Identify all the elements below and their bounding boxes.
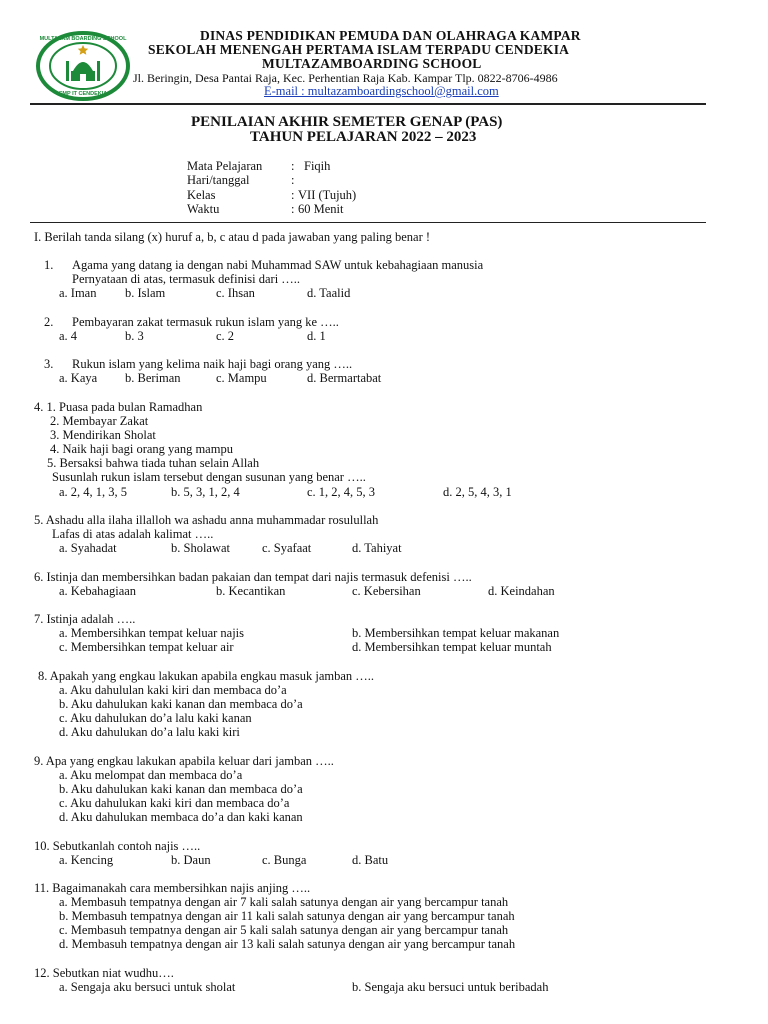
- section-instruction: I. Berilah tanda silang (x) huruf a, b, c atau d pada jawaban yang paling benar !: [34, 230, 431, 244]
- svg-text:SMP IT CENDEKIA: SMP IT CENDEKIA: [58, 91, 108, 97]
- option-a: a. Kencing: [59, 853, 114, 867]
- info-value: 60 Menit: [298, 202, 344, 216]
- option-c: c. 1, 2, 4, 5, 3: [307, 485, 376, 499]
- question-text: Susunlah rukun islam tersebut dengan susunan yang benar …..: [52, 470, 366, 484]
- school-email-link[interactable]: E-mail : multazamboardingschool@gmail.com: [264, 84, 499, 98]
- info-sep: :: [291, 159, 295, 173]
- question-text: 4. Naik haji bagi orang yang mampu: [50, 442, 233, 456]
- option-b: b. Beriman: [125, 371, 181, 385]
- info-label: Waktu: [187, 202, 220, 216]
- question-text: Agama yang datang ia dengan nabi Muhammad SAW untuk kebahagiaan manusia: [72, 258, 484, 272]
- option-c: c. Bunga: [262, 853, 307, 867]
- question-text: 7. Istinja adalah …..: [34, 612, 136, 626]
- question-text: 5. Ashadu alla ilaha illalloh wa ashadu anna muhammadar rosulullah: [34, 513, 379, 527]
- option-b: b. Sengaja aku bersuci untuk beribadah: [352, 980, 549, 994]
- question-text: Pembayaran zakat termasuk rukun islam yang ke …..: [72, 315, 339, 329]
- info-label: Mata Pelajaran: [187, 159, 263, 173]
- option-a: a. Syahadat: [59, 541, 117, 555]
- option-b: b. Membersihkan tempat keluar makanan: [352, 626, 560, 640]
- option-a: a. Aku dahululan kaki kiri dan membaca do’a: [59, 683, 287, 697]
- info-sep: :: [291, 188, 295, 202]
- option-b: b. 3: [125, 329, 144, 343]
- school-logo: [36, 31, 130, 101]
- option-c: c. Syafaat: [262, 541, 312, 555]
- option-b: b. Daun: [171, 853, 211, 867]
- question-text: 9. Apa yang engkau lakukan apabila keluar dari jamban …..: [34, 754, 334, 768]
- question-text: Lafas di atas adalah kalimat …..: [52, 527, 214, 541]
- option-a: a. Aku melompat dan membaca do’a: [59, 768, 243, 782]
- question-text: Rukun islam yang kelima naik haji bagi orang yang …..: [72, 357, 353, 371]
- option-c: c. Membersihkan tempat keluar air: [59, 640, 234, 654]
- info-sep: :: [291, 202, 295, 216]
- info-divider: [30, 222, 706, 223]
- option-a: a. Membersihkan tempat keluar najis: [59, 626, 245, 640]
- option-d: d. Taalid: [307, 286, 351, 300]
- school-address: Jl. Beringin, Desa Pantai Raja, Kec. Perhentian Raja Kab. Kampar Tlp. 0822-8706-4986: [133, 71, 558, 85]
- question-text: 5. Bersaksi bahwa tiada tuhan selain Allah: [47, 456, 260, 470]
- option-d: d. Membasuh tempatnya dengan air 13 kali salah satunya dengan air yang bercampur tanah: [59, 937, 516, 951]
- question-text: 4. 1. Puasa pada bulan Ramadhan: [34, 400, 203, 414]
- option-b: b. Membasuh tempatnya dengan air 11 kali salah satunya dengan air yang bercampur tanah: [59, 909, 515, 923]
- info-label: Kelas: [187, 188, 216, 202]
- option-a: a. Iman: [59, 286, 97, 300]
- option-a: a. Kaya: [59, 371, 98, 385]
- option-a: a. Sengaja aku bersuci untuk sholat: [59, 980, 236, 994]
- question-number: 1.: [44, 258, 54, 272]
- option-a: a. 4: [59, 329, 78, 343]
- option-d: d. Aku dahulukan do’a lalu kaki kiri: [59, 725, 240, 739]
- svg-text:MULTAZAM BOARDING SCHOOL: MULTAZAM BOARDING SCHOOL: [39, 36, 127, 42]
- question-text: Pernyataan di atas, termasuk definisi dari …..: [72, 272, 301, 286]
- option-c: c. Mampu: [216, 371, 267, 385]
- option-b: b. Aku dahulukan kaki kanan dan membaca do’a: [59, 697, 303, 711]
- exam-year: TAHUN PELAJARAN 2022 – 2023: [250, 129, 477, 145]
- question-number: 2.: [44, 315, 54, 329]
- option-d: d. Bermartabat: [307, 371, 382, 385]
- info-value: VII (Tujuh): [298, 188, 357, 202]
- option-d: d. Keindahan: [488, 584, 555, 598]
- option-b: b. 5, 3, 1, 2, 4: [171, 485, 240, 499]
- question-text: 2. Membayar Zakat: [50, 414, 149, 428]
- question-text: 11. Bagaimanakah cara membersihkan najis anjing …..: [34, 881, 311, 895]
- question-text: 10. Sebutkanlah contoh najis …..: [34, 839, 201, 853]
- option-c: c. Kebersihan: [352, 584, 421, 598]
- option-a: a. 2, 4, 1, 3, 5: [59, 485, 128, 499]
- option-c: c. Aku dahulukan kaki kiri dan membaca do’a: [59, 796, 290, 810]
- question-text: 3. Mendirikan Sholat: [50, 428, 156, 442]
- option-c: c. Aku dahulukan do’a lalu kaki kanan: [59, 711, 252, 725]
- question-text: 6. Istinja dan membersihkan badan pakaian dan tempat dari najis termasuk defenisi …..: [34, 570, 472, 584]
- option-d: d. Tahiyat: [352, 541, 402, 555]
- info-label: Hari/tanggal: [187, 173, 250, 187]
- option-a: a. Membasuh tempatnya dengan air 7 kali salah satunya dengan air yang bercampur tanah: [59, 895, 509, 909]
- letterhead-divider: [30, 103, 706, 105]
- option-a: a. Kebahagiaan: [59, 584, 137, 598]
- option-b: b. Kecantikan: [216, 584, 286, 598]
- school-name: SEKOLAH MENENGAH PERTAMA ISLAM TERPADU CENDEKIA: [148, 42, 570, 57]
- option-c: c. Ihsan: [216, 286, 255, 300]
- option-b: b. Aku dahulukan kaki kanan dan membaca do’a: [59, 782, 303, 796]
- school-subname: MULTAZAMBOARDING SCHOOL: [262, 56, 482, 71]
- option-b: b. Sholawat: [171, 541, 231, 555]
- info-value: Fiqih: [304, 159, 331, 173]
- option-c: c. 2: [216, 329, 235, 343]
- option-d: d. 2, 5, 4, 3, 1: [443, 485, 512, 499]
- option-b: b. Islam: [125, 286, 166, 300]
- question-text: 8. Apakah yang engkau lakukan apabila engkau masuk jamban …..: [38, 669, 375, 683]
- option-d: d. Membersihkan tempat keluar muntah: [352, 640, 552, 654]
- option-d: d. Aku dahulukan membaca do’a dan kaki kanan: [59, 810, 303, 824]
- question-text: 12. Sebutkan niat wudhu….: [34, 966, 174, 980]
- exam-title: PENILAIAN AKHIR SEMETER GENAP (PAS): [191, 114, 503, 130]
- question-number: 3.: [44, 357, 54, 371]
- option-d: d. 1: [307, 329, 326, 343]
- info-sep: :: [291, 173, 295, 187]
- agency-name: DINAS PENDIDIKAN PEMUDA DAN OLAHRAGA KAMPAR: [200, 28, 581, 43]
- option-d: d. Batu: [352, 853, 389, 867]
- option-c: c. Membasuh tempatnya dengan air 5 kali salah satunya dengan air yang bercampur tanah: [59, 923, 509, 937]
